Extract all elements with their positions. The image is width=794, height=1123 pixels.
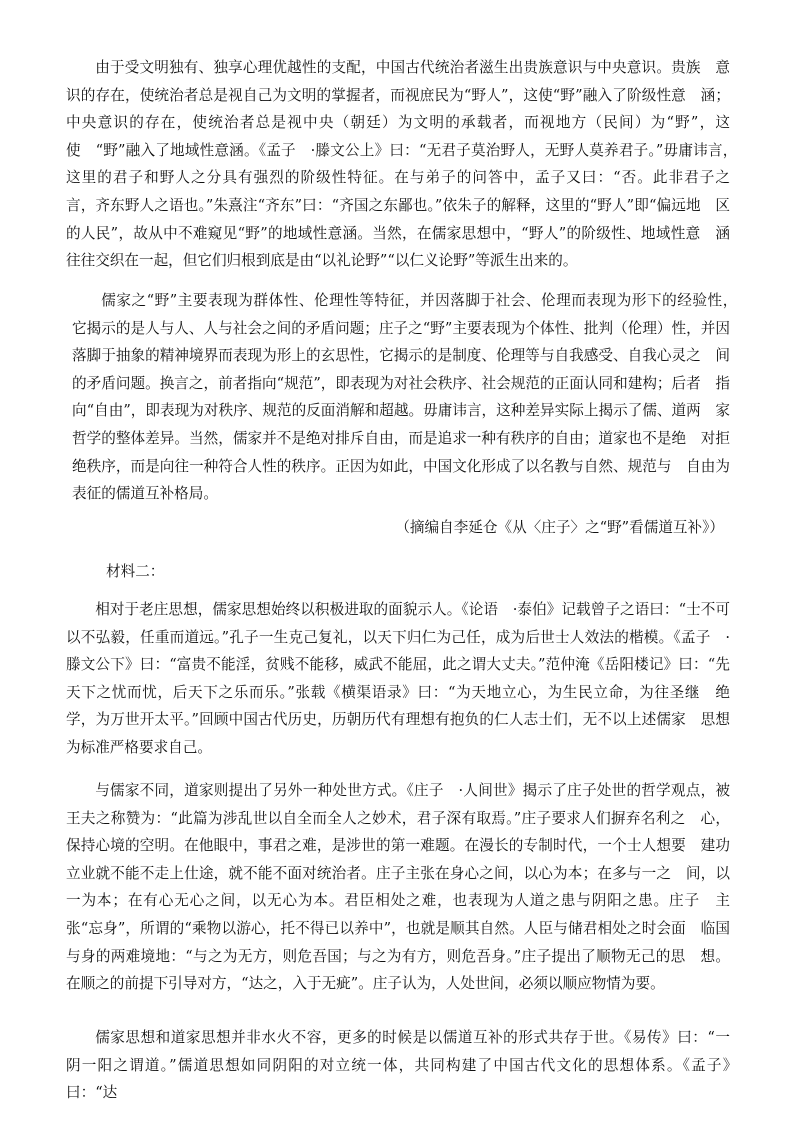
paragraph-3: 相对于老庄思想，儒家思想始终以积极进取的面貌示人。《论语 ·泰伯》记载曾子之语曰：“士不可以不弘毅，任重而道远。”孔子一生克己复礼，以天下归仁为己任，成为后世士人效法的楷模。《孟子 ·滕文公下》曰：“富贵不能淫，贫贱不能移，威武不能屈，此之谓大丈夫。”范仲淹《岳阳楼记》曰：“先天下之忧而忧，后天下之乐而乐。”张载《横渠语录》曰：“为天地立心，为生民立命，为往圣继 绝学，为万世开太平。”回顾中国古代历史，历朝历代有理想有抱负的仁人志士们，无不以上述儒家 思想为标准严格要求自己。 xyxy=(66,601,730,756)
paragraph-5: 儒家思想和道家思想并非水火不容，更多的时候是以儒道互补的形式共存于世。《易传》曰：“一 阴一阳之谓道。”儒道思想如同阴阳的对立统一体，共同构建了中国古代文化的思想体系。《孟子》 曰：“达 xyxy=(66,1029,745,1102)
paragraph-1: 由于受文明独有、独享心理优越性的支配，中国古代统治者滋生出贵族意识与中央意识。贵族 意识的存在，使统治者总是视自己为文明的掌握者，而视庶民为“野人”，这使“野”融入了阶级性意 涵；中央意识的存在，使统治者总是视中央（朝廷）为文明的承载者，而视地方（民间）为“野”，这使 “野”融入了地域性意涵。《孟子 ·滕文公上》曰：“无君子莫治野人，无野人莫养君子。”毋庸讳言， 这里的君子和野人之分具有强烈的阶级性特征。在与弟子的问答中，孟子又曰：“否。此非君子之 言，齐东野人之语也。”朱熹注“齐东”曰：“齐国之东鄙也。”依朱子的解释，这里的“野人”即“偏远地 区的人民”，故从中不难窥见“野”的地域性意涵。当然，在儒家思想中，“野人”的阶级性、地域性意 涵往往交织在一起，但它们归根到底是由“以礼论野”“以仁义论野”等派生出来的。 xyxy=(66,59,745,270)
paragraph-2: 儒家之“野”主要表现为群体性、伦理性等特征，并因落脚于社会、伦理而表现为形下的经验性， 它揭示的是人与人、人与社会之间的矛盾问题；庄子之“野”主要表现为个体性、批判（伦理）性，并因 落脚于抽象的精神境界而表现为形上的玄思性，它揭示的是制度、伦理等与自我感受、自我心灵之 间的矛盾问题。换言之，前者指向“规范”，即表现为对社会秩序、社会规范的正面认同和建构；后者 指向“自由”，即表现为对秩序、规范的反面消解和超越。毋庸讳言，这种差异实际上揭示了儒、道两 家哲学的整体差异。当然，儒家并不是绝对排斥自由，而是追求一种有秩序的自由；道家也不是绝 对拒绝秩序，而是向往一种符合人性的秩序。正因为如此，中国文化形成了以名教与自然、规范与 自由为表征的儒道互补格局。 xyxy=(72,292,745,503)
source-citation: （摘编自李延仓《从〈庄子〉之“野”看儒道互补》） xyxy=(395,519,724,536)
paragraph-4: 与儒家不同，道家则提出了另外一种处世方式。《庄子 ·人间世》揭示了庄子处世的哲学观点，被王夫之称赞为：“此篇为涉乱世以自全而全人之妙术，君子深有取焉。”庄子要求人们摒弃名利之 心，保持心境的空明。在他眼中，事君之难，是涉世的第一难题。在漫长的专制时代，一个士人想要 建功立业就不能不走上仕途，就不能不面对统治者。庄子主张在身心之间，以心为本；在多与一之 间，以一为本；在有心无心之间，以无心为本。君臣相处之难，也表现为人道之患与阴阳之患。庄子 主张“忘身”，所谓的“乘物以游心，托不得已以养中”，也就是顺其自然。人臣与储君相处之时会面 临国与身的两难境地：“与之为无方，则危吾国；与之为有方，则危吾身。”庄子提出了顺物无己的思 想。在顺之的前提下引导对方，“达之，入于无疵”。庄子认为，人处世间，必须以顺应物情为要。 xyxy=(66,782,730,993)
section-heading: 材料二： xyxy=(106,563,165,580)
